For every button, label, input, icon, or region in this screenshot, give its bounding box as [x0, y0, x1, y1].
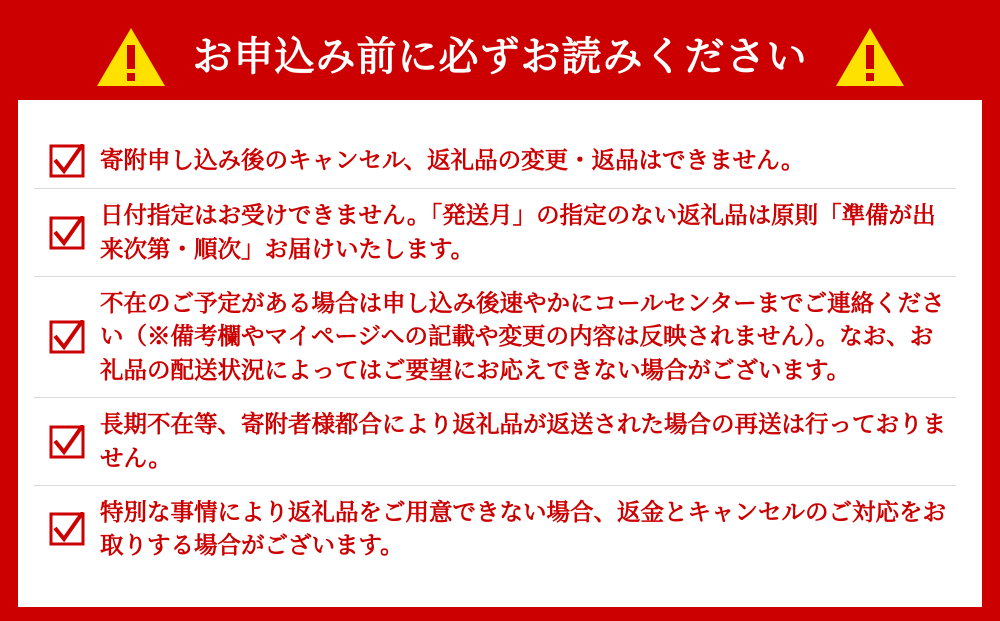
list-item: [34, 189, 956, 277]
checkbox-cell: [34, 425, 100, 459]
list-item-text: 寄附申し込み後のキャンセル、返礼品の変更・返品はできません。: [100, 147, 805, 174]
page-title: お申込み前に必ずお読みください: [192, 35, 808, 79]
notice-list: [18, 100, 982, 607]
checkbox-checked-icon: [49, 425, 85, 459]
checkbox-cell: [34, 512, 100, 546]
checkbox-checked-icon: [49, 144, 85, 178]
checkbox-cell: [34, 144, 100, 178]
checkbox-checked-icon: [49, 216, 85, 250]
checkbox-checked-icon: [49, 320, 85, 354]
list-item: [34, 486, 956, 573]
checkbox-cell: [34, 216, 100, 250]
list-item: [34, 134, 956, 189]
list-item: [34, 277, 956, 398]
list-item-text: 長期不在等、寄附者様都合により返礼品が返送された場合の再送は行っておりません。: [100, 411, 946, 471]
checkbox-cell: [34, 320, 100, 354]
warning-triangle-icon: [834, 25, 906, 89]
list-item-text: 日付指定はお受けできません。「発送月」の指定のない返礼品は原則「準備が出来次第・順次」お届けいたします。: [100, 202, 936, 262]
checkbox-checked-icon: [49, 512, 85, 546]
list-item-text: 特別な事情により返礼品をご用意できない場合、返金とキャンセルのご対応をお取りする場合がございます。: [100, 498, 946, 559]
list-item: [34, 398, 956, 486]
poster-header: [18, 14, 982, 100]
warning-triangle-icon: [95, 25, 167, 89]
list-item-text: 不在のご予定がある場合は申し込み後速やかにコールセンターまでご連絡ください（※備考欄やマイページへの記載や変更の内容は反映されません）。なお、お礼品の配送状況によってはご要望にお応えできない場合がございます。: [100, 290, 945, 383]
